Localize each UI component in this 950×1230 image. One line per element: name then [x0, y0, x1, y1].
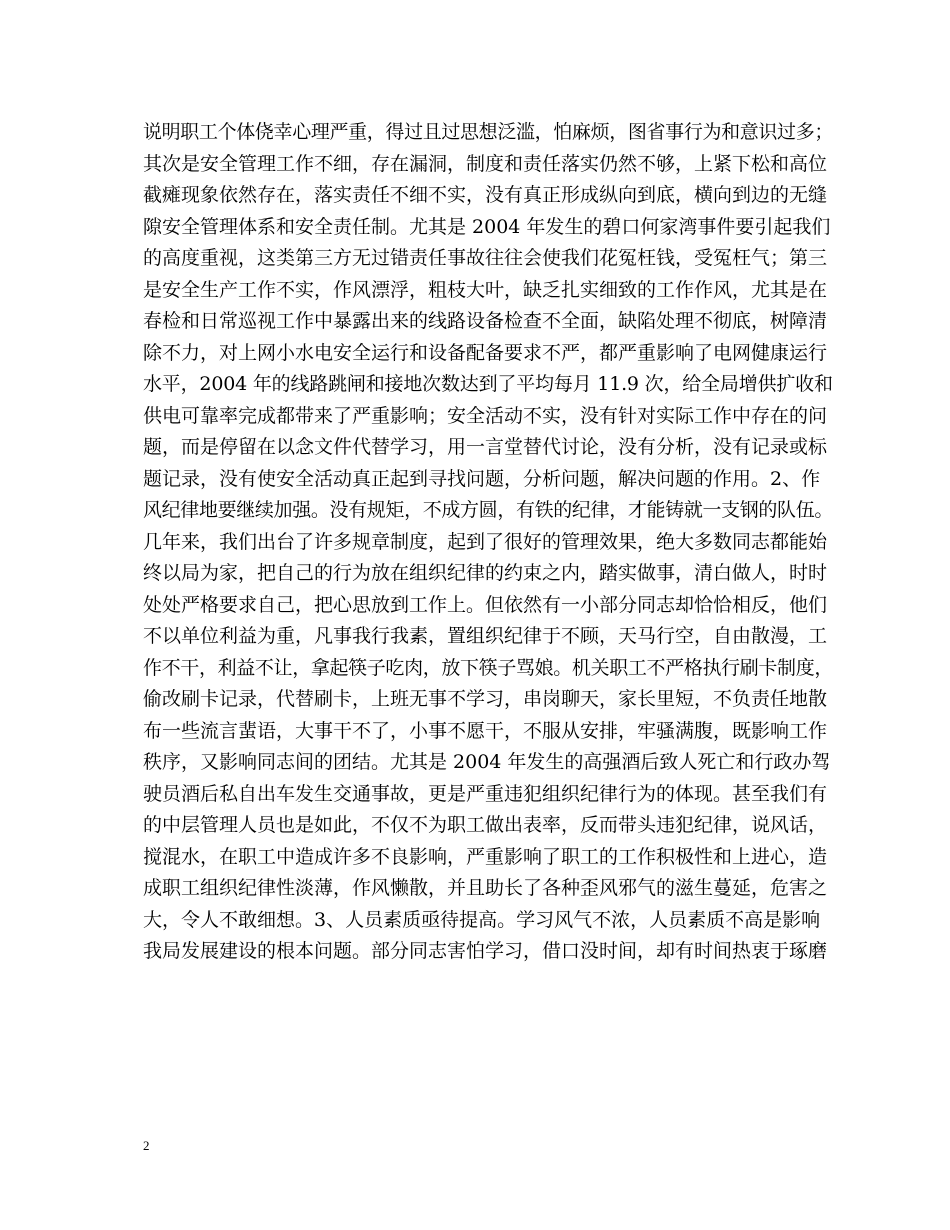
page-number: 2 — [143, 1138, 150, 1153]
text-line: 水平，2004 年的线路跳闸和接地次数达到了平均每月 11.9 次，给全局增供扩收和 — [143, 373, 833, 395]
text-line: 终以局为家，把自己的行为放在组织纪律的约束之内，踏实做事，清白做人，时时 — [143, 562, 828, 584]
text-line: 春检和日常巡视工作中暴露出来的线路设备检查不全面，缺陷处理不彻底，树障清 — [143, 310, 828, 332]
text-line: 搅混水，在职工中造成许多不良影响，严重影响了职工的工作积极性和上进心，造 — [143, 845, 828, 868]
text-line: 驶员酒后私自出车发生交通事故，更是严重违犯组织纪律行为的体现。甚至我们有 — [143, 782, 828, 805]
text-line: 布一些流言蜚语，大事干不了，小事不愿干，不服从安排，牢骚满腹，既影响工作 — [143, 719, 828, 742]
text-line: 几年来，我们出台了许多规章制度，起到了很好的管理效果，绝大多数同志都能始 — [143, 530, 828, 553]
text-line: 成职工组织纪律性淡薄，作风懒散，并且助长了各种歪风邪气的滋生蔓延，危害之 — [143, 877, 828, 899]
body-text — [143, 117, 833, 968]
text-line: 秩序，又影响同志间的团结。尤其是 2004 年发生的高强酒后致人死亡和行政办驾 — [143, 751, 831, 773]
text-line: 的中层管理人员也是如此，不仅不为职工做出表率，反而带头违犯纪律，说风话， — [143, 814, 828, 836]
text-line: 隙安全管理体系和安全责任制。尤其是 2004 年发生的碧口何家湾事件要引起我们 — [143, 215, 831, 238]
text-line: 不以单位利益为重，凡事我行我素，置组织纪律于不顾，天马行空，自由散漫，工 — [143, 625, 828, 647]
text-line: 作不干，利益不让，拿起筷子吃肉，放下筷子骂娘。机关职工不严格执行刷卡制度， — [143, 656, 834, 679]
text-line: 我局发展建设的根本问题。部分同志害怕学习，借口没时间，却有时间热衷于琢磨 — [143, 940, 828, 962]
text-line: 题，而是停留在以念文件代替学习，用一言堂替代讨论，没有分析，没有记录或标 — [143, 436, 828, 458]
text-line: 偷改刷卡记录，代替刷卡，上班无事不学习，串岗聊天，家长里短，不负责任地散 — [143, 688, 828, 710]
text-line: 处处严格要求自己，把心思放到工作上。但依然有一小部分同志却恰恰相反，他们 — [143, 593, 828, 616]
text-line: 题记录，没有使安全活动真正起到寻找问题，分析问题，解决问题的作用。2、作 — [143, 467, 821, 490]
text-line: 截瘫现象依然存在，落实责任不细不实，没有真正形成纵向到底，横向到边的无缝 — [143, 184, 828, 206]
text-line: 的高度重视，这类第三方无过错责任事故往往会使我们花冤枉钱，受冤枉气；第三 — [143, 247, 828, 269]
text-line: 说明职工个体侥幸心理严重，得过且过思想泛滥，怕麻烦，图省事行为和意识过多； — [143, 121, 834, 143]
text-line: 除不力，对上网小水电安全运行和设备配备要求不严，都严重影响了电网健康运行 — [143, 341, 828, 364]
text-line: 供电可靠率完成都带来了严重影响；安全活动不实，没有针对实际工作中存在的问 — [143, 404, 828, 427]
text-line: 其次是安全管理工作不细，存在漏洞，制度和责任落实仍然不够，上紧下松和高位 — [143, 152, 828, 175]
text-line: 大，令人不敢细想。3、人员素质亟待提高。学习风气不浓，人员素质不高是影响 — [143, 908, 821, 931]
text-line: 是安全生产工作不实，作风漂浮，粗枝大叶，缺乏扎实细致的工作作风，尤其是在 — [143, 278, 828, 301]
text-line: 风纪律地要继续加强。没有规矩，不成方圆，有铁的纪律，才能铸就一支钢的队伍。 — [143, 499, 834, 521]
